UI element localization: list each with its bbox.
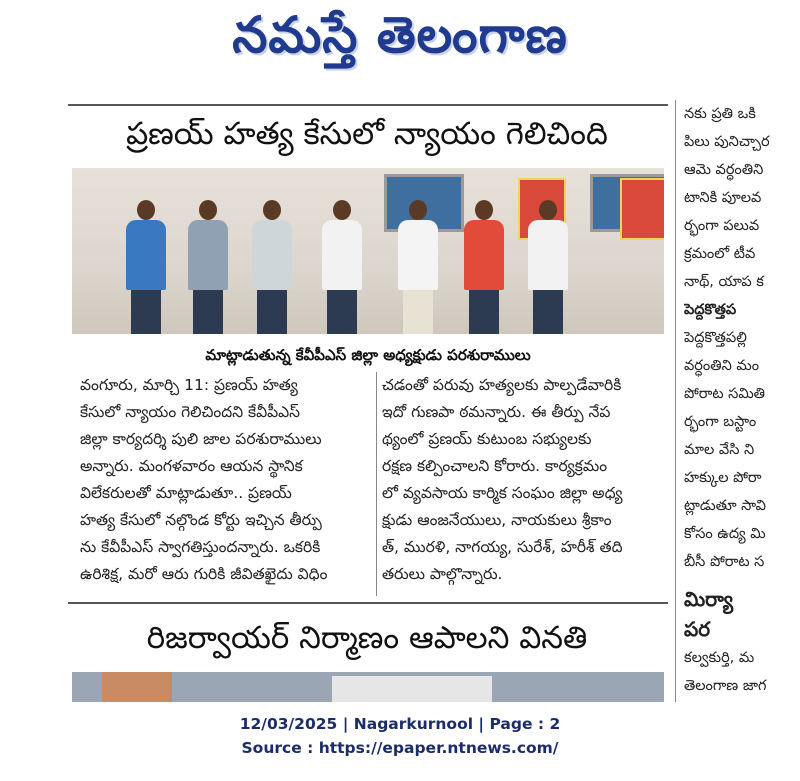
text-line: అన్నారు. మంగళవారం ఆయన స్థానిక [80,457,303,475]
footer-source-link[interactable]: Source : https://epaper.ntnews.com/ [241,739,559,757]
text-line: ఇదో గుణపా ఠమన్నారు. ఈ తీర్పు నేప [382,403,611,421]
masthead-title: నమస్తే తెలంగాణ [232,6,568,64]
right-column-headline: మిర్యా [684,587,734,611]
text-line: కోసం ఉద్య మి [684,526,766,542]
text-line: వర్ధంతిని మం [684,358,760,374]
text-line: పెద్దకొత్తపల్లి [684,330,747,346]
text-line: పోరాట సమితి [684,386,766,402]
text-line: లో వ్యవసాయ కార్మిక సంఘం జిల్లా అధ్య [382,484,623,502]
text-line: తరులు పాల్గొన్నారు. [382,565,503,583]
person-figure [126,200,166,334]
right-column-headline: పర [684,617,711,641]
text-line: బీసీ పోరాట స [684,554,765,570]
text-line: పిలు పునిచ్చార [684,134,770,150]
text-line: టానికి పూలవ [684,190,762,206]
text-line: విలేకరులతో మాట్లాడుతూ.. ప్రణయ్ [80,484,292,502]
second-article-headline: రిజర్వాయర్ నిర్మాణం ఆపాలని వినతి [146,620,588,656]
footer [0,712,800,760]
text-line: హత్య కేసులో నల్గొండ కోర్టు ఇచ్చిన తీర్పు [80,511,322,529]
text-line: ట్లాడుతూ సావి [684,498,766,514]
text-line: రక్షణ కల్పించాలని కోరారు. కార్యక్రమం [382,457,608,475]
person-figure [528,200,568,334]
photo-caption: మాట్లాడుతున్న కేవీపీఎస్ జిల్లా అధ్యక్షుడు పరశురాములు [205,346,531,364]
text-line: థ్యంలో ప్రణయ్ కుటుంబ సభ్యులకు [382,430,592,448]
person-figure [322,200,362,334]
footer-date-edition: 12/03/2025 | Nagarkurnool | Page : 2 [239,715,561,733]
text-line: నాథ్, యాప క [684,274,764,290]
article-column-1 [80,372,370,588]
masthead [0,0,800,80]
second-article-photo [72,672,664,702]
person-figure [398,200,438,334]
text-line: మాల వేసి ని [684,442,755,458]
text-line: జిల్లా కార్యదర్శి పులి జాల పరశురాములు [80,430,322,448]
text-line: నకు ప్రతి ఒకి [684,106,756,122]
text-line: ర్భంగా పలువ [684,218,760,234]
person-figure [188,200,228,334]
text-line: హక్కుల పోరా [684,470,762,486]
text-line: చడంతో పరువు హత్యలకు పాల్పడేవారికి [382,376,622,394]
text-line: త్, మురళి, నాగయ్య, సురేశ్, హరీశ్ తది [382,538,623,556]
article-photo [72,168,664,334]
wall-poster [620,178,664,240]
article-column-2 [382,372,667,588]
text-line: క్రమంలో టీవ [684,246,756,262]
text-line: ఉరిశిక్ష, మరో ఆరు గురికి జీవితఖైదు విధిం [80,565,328,583]
divider [675,100,676,702]
person-figure [464,200,504,334]
text-line: తెలంగాణ జాగ [684,678,767,694]
text-line: ను కేవీపీఎస్ స్వాగతిస్తుందన్నారు. ఒకరికి [80,538,321,556]
text-line: ఆమె వర్ధంతిని [684,162,764,178]
text-line: వంగూరు, మార్చి 11: ప్రణయ్ హత్య [80,376,298,394]
divider [68,104,668,106]
text-line: క్షుడు ఆంజనేయులు, నాయకులు శ్రీకాం [382,511,612,529]
text-line: ర్భంగా బస్టాం [684,414,757,430]
right-column-subhead: పెద్దకొత్తప [684,302,737,318]
divider [68,602,668,604]
divider [376,372,377,596]
text-line: కల్వకుర్తి, మ [684,650,755,666]
right-column [684,100,800,700]
text-line: కేసులో న్యాయం గెలిచిందని కేవీపీఎస్ [80,403,301,421]
person-figure [252,200,292,334]
article-headline: ప్రణయ్ హత్య కేసులో న్యాయం గెలిచింది [126,116,608,152]
